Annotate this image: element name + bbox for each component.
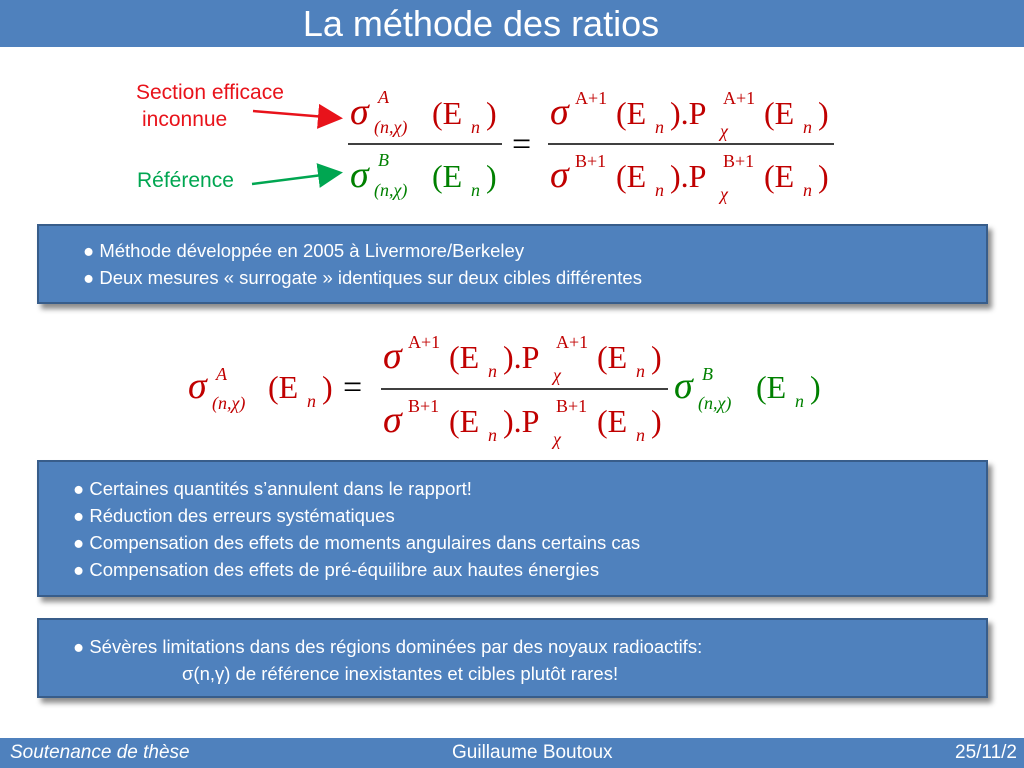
info-box-advantages (37, 460, 988, 597)
lhs-num-sup: A (378, 87, 389, 107)
rhs-den-p-sub: χ (720, 184, 728, 204)
rhs-num-sup: A+1 (575, 88, 608, 108)
rhs-num-mid: ).P (670, 95, 707, 131)
eq2-lhs-arg: (E (268, 369, 299, 405)
eq2-den-arg-sub: n (488, 425, 497, 445)
rhs-num-p-sup: A+1 (723, 88, 756, 108)
lhs-den-arg: (E (432, 158, 463, 194)
unknown-label-line2: inconnue (142, 108, 228, 131)
rhs-den-sup: B+1 (575, 151, 607, 171)
eq2-ref-sub: (n,χ) (698, 393, 732, 413)
lhs-num-sigma: σ (350, 91, 369, 133)
limitations-line2: σ(n,γ) de référence inexistantes et cibles plutôt rares! (182, 663, 619, 684)
footer (0, 738, 1024, 768)
eq2-lhs-sigma: σ (188, 365, 207, 407)
eq2-num-p-sub: χ (553, 365, 561, 385)
eq2-den-sigma: σ (383, 399, 402, 441)
method-list (83, 237, 986, 291)
eq2-den-arg2: (E (597, 403, 628, 439)
eq2-num-mid: ).P (503, 339, 540, 375)
footer-author: Guillaume Boutoux (452, 742, 613, 763)
footer-date: 25/11/2 (955, 742, 1017, 763)
eq2-den-p-sub: χ (553, 429, 561, 449)
list-item: ● Méthode développée en 2005 à Livermore/Berkeley (83, 240, 525, 261)
unknown-label-line1: Section efficace (136, 81, 284, 104)
eq2-num-sigma: σ (383, 335, 402, 377)
unknown-arrow (253, 111, 338, 118)
eq2-num-arg2: (E (597, 339, 628, 375)
reference-arrow (252, 173, 338, 184)
lhs-num-sub: (n,χ) (374, 117, 408, 137)
eq2-den-sup: B+1 (408, 396, 440, 416)
eq2-num-sup: A+1 (408, 332, 441, 352)
rhs-den-close: ) (818, 158, 829, 194)
rhs-num-arg: (E (616, 95, 647, 131)
eq2-lhs-close: ) (322, 369, 333, 405)
rhs-den-arg-sub: n (655, 180, 664, 200)
rhs-num-arg2: (E (764, 95, 795, 131)
rhs-den-sigma: σ (550, 154, 569, 196)
rhs-num-close: ) (818, 95, 829, 131)
eq2-den-mid: ).P (503, 403, 540, 439)
eq1-equals: = (512, 126, 532, 163)
lhs-den-sup: B (378, 150, 389, 170)
eq2-num-arg-sub: n (488, 361, 497, 381)
eq2-equals: = (343, 369, 363, 406)
rhs-den-arg2-sub: n (803, 180, 812, 200)
equation-ratio (340, 80, 850, 205)
eq2-den-arg2-sub: n (636, 425, 645, 445)
lhs-num-arg: (E (432, 95, 463, 131)
eq2-num-arg2-sub: n (636, 361, 645, 381)
page-title: La méthode des ratios (302, 3, 660, 44)
rhs-num-arg2-sub: n (803, 117, 812, 137)
eq2-num-p-sup: A+1 (556, 332, 589, 352)
eq2-ref-arg: (E (756, 369, 787, 405)
eq2-lhs-sup: A (216, 364, 227, 384)
eq2-den-arg: (E (449, 403, 480, 439)
eq2-ref-sup: B (702, 364, 713, 384)
reference-label: Référence (137, 169, 234, 192)
eq2-lhs-arg-sub: n (307, 391, 316, 411)
eq2-lhs-sub: (n,χ) (212, 393, 246, 413)
advantages-list (73, 475, 986, 583)
rhs-den-mid: ).P (670, 158, 707, 194)
list-item: ● Compensation des effets de pré-équilibre aux hautes énergies (73, 559, 600, 580)
rhs-num-sigma: σ (550, 91, 569, 133)
eq2-ref-arg-sub: n (795, 391, 804, 411)
eq2-num-close: ) (651, 339, 662, 375)
list-item: ● Réduction des erreurs systématiques (73, 505, 395, 526)
rhs-den-arg2: (E (764, 158, 795, 194)
rhs-den-arg: (E (616, 158, 647, 194)
eq2-den-close: ) (651, 403, 662, 439)
list-item: ● Compensation des effets de moments angulaires dans certains cas (73, 532, 641, 553)
lhs-den-arg-sub: n (471, 180, 480, 200)
rhs-num-arg-sub: n (655, 117, 664, 137)
list-item: ● Deux mesures « surrogate » identiques sur deux cibles différentes (83, 267, 642, 288)
eq2-den-p-sup: B+1 (556, 396, 588, 416)
eq2-num-arg: (E (449, 339, 480, 375)
limitations-line1: ● Sévères limitations dans des régions dominées par des noyaux radioactifs: (73, 636, 703, 657)
eq2-ref-close: ) (810, 369, 821, 405)
lhs-den-close: ) (486, 158, 497, 194)
lhs-num-arg-sub: n (471, 117, 480, 137)
footer-event: Soutenance de thèse (10, 742, 190, 763)
lhs-den-sub: (n,χ) (374, 180, 408, 200)
lhs-num-close: ) (486, 95, 497, 131)
info-box-method (37, 224, 988, 304)
info-box-limitations (37, 618, 988, 698)
rhs-den-p-sup: B+1 (723, 151, 755, 171)
rhs-num-p-sub: χ (720, 121, 728, 141)
eq2-ref-sigma: σ (674, 365, 693, 407)
lhs-den-sigma: σ (350, 154, 369, 196)
list-item: ● Certaines quantités s’annulent dans le rapport! (73, 478, 472, 499)
equation-solution (180, 328, 840, 453)
